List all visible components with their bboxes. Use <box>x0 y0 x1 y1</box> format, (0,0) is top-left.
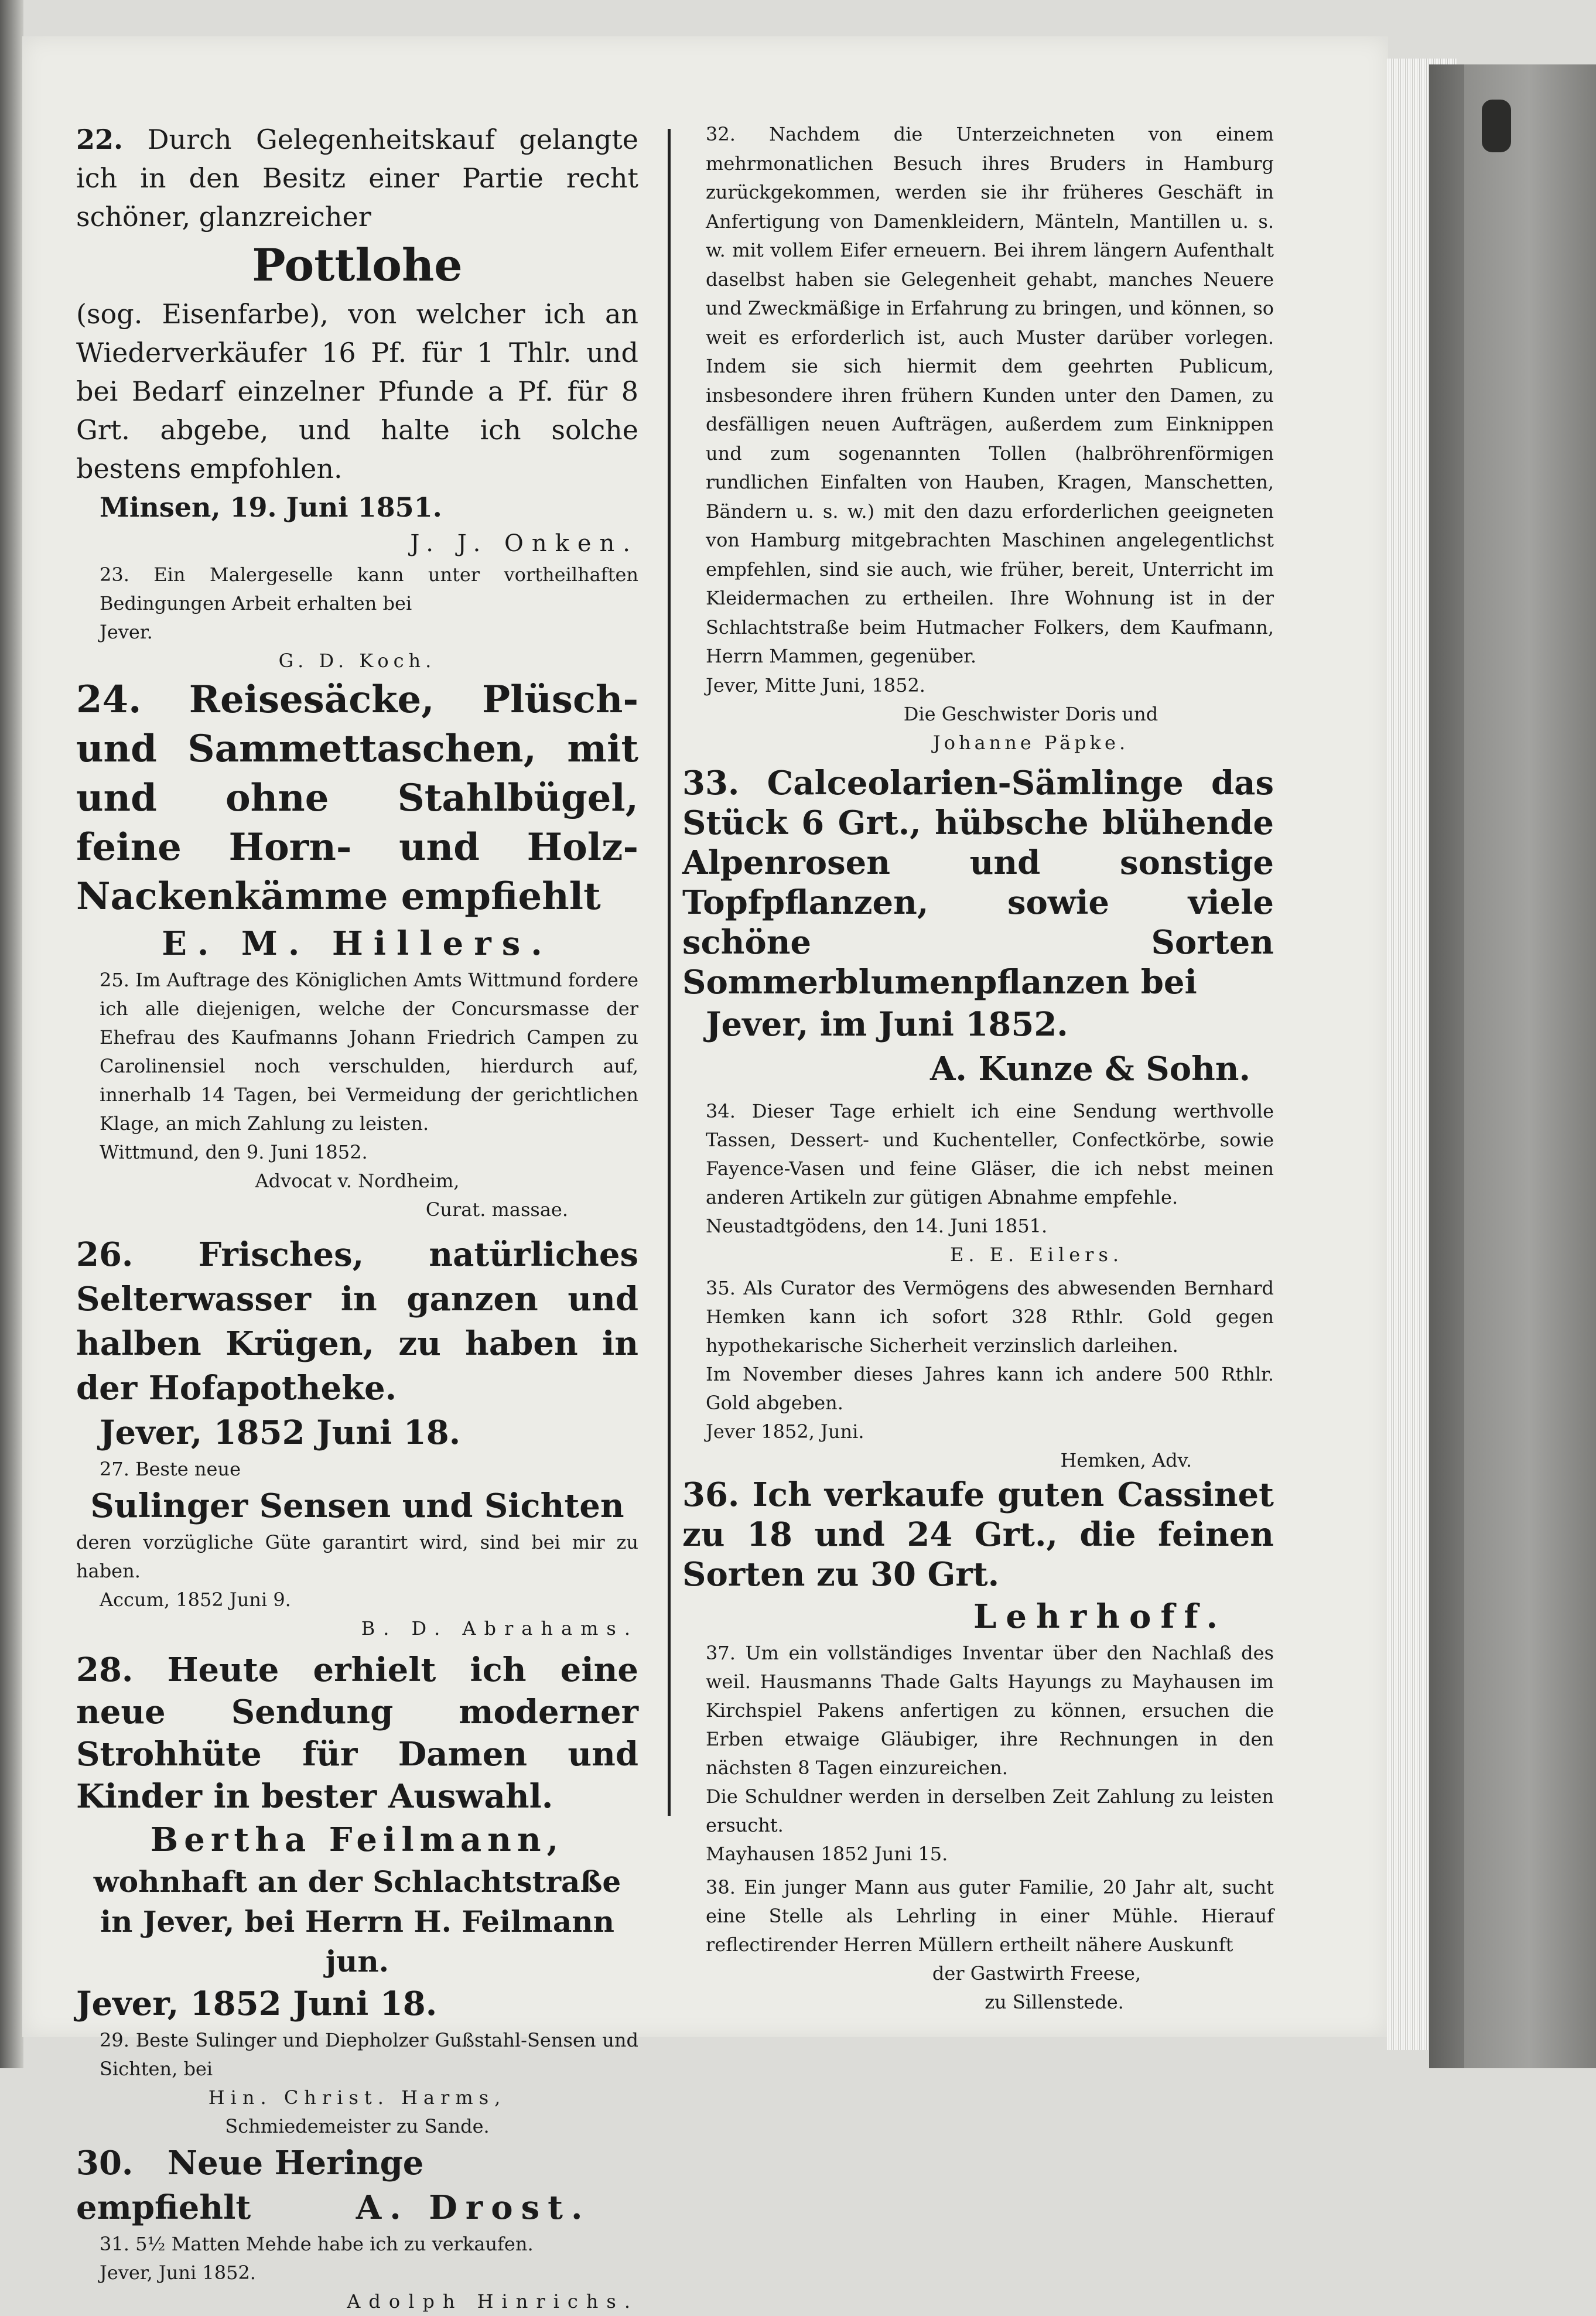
ad-signature: Bertha Feilmann, <box>150 1820 565 1859</box>
ad-30 <box>76 2141 638 2230</box>
ad-text-2: Die Schuldner werden in derselben Zeit Zahlung zu leisten ersucht. <box>706 1785 1274 1836</box>
left-column <box>76 120 638 2316</box>
ad-tail: empfiehlt <box>76 2188 251 2227</box>
ad-25 <box>76 966 638 1224</box>
ad-signature-2: Johanne Päpke. <box>932 731 1129 754</box>
ad-text: 28. Heute erhielt ich eine neue Sendung moderner Strohhüte für Damen und Kinder in bester Auswahl. <box>76 1651 638 1816</box>
clasp-icon <box>1482 100 1511 152</box>
ad-text: 29. Beste Sulinger und Diepholzer Gußstahl-Sensen und Sichten, bei <box>100 2029 638 2080</box>
ad-24 <box>76 675 638 966</box>
ad-signature-1: Die Geschwister Doris und <box>903 702 1158 725</box>
ad-place-date: Jever, Mitte Juni, 1852. <box>706 674 925 696</box>
column-divider <box>668 129 671 1816</box>
ad-signature: A. Drost. <box>356 2188 591 2227</box>
ad-place-date: Neustadtgödens, den 14. Juni 1851. <box>706 1214 1048 1237</box>
ad-place-date: Jever 1852, Juni. <box>706 1420 864 1443</box>
ad-place-date: Minsen, 19. Juni 1851. <box>100 491 442 523</box>
ad-signature-2: Schmiedemeister zu Sande. <box>225 2115 490 2137</box>
ad-text: 25. Im Auftrage des Königlichen Amts Wittmund fordere ich alle diejenigen, welche der Concursmasse der Ehefrau des Kaufmanns Johann Friedrich Campen zu Carolinensiel noch verschulden, hierdurch auf, innerhalb 14 Tagen, bei Vermeidung der gerichtlichen Klage, an mich Zahlung zu leisten. <box>100 969 638 1135</box>
ad-signature: G. D. Koch. <box>278 650 436 672</box>
ad-text: 33. Calceolarien-Sämlinge das Stück 6 Grt., hübsche blühende Alpenrosen und sonstige Topfpflanzen, sowie viele schöne Sorten Sommerblumenpflanzen bei <box>682 763 1274 1002</box>
ad-place-date: Mayhausen 1852 Juni 15. <box>706 1842 948 1865</box>
ad-address: wohnhaft an der Schlachtstraße in Jever, bei Herrn H. Feilmann jun. <box>93 1864 621 1979</box>
ad-signature-2: zu Sillenstede. <box>985 1990 1124 2013</box>
ad-text: deren vorzügliche Güte garantirt wird, sind bei mir zu haben. <box>76 1531 638 1582</box>
ad-text: 34. Dieser Tage erhielt ich eine Sendung werthvolle Tassen, Dessert- und Kuchenteller, Confectkörbe, sowie Fayence-Vasen und feine Gläser, die ich nebst meinen anderen Artikeln zur gütigen Abnahme empfehle. <box>706 1099 1274 1208</box>
ad-place-date: Jever, Juni 1852. <box>100 2262 256 2284</box>
ad-number: 30. <box>76 2144 134 2182</box>
ad-headline: Neue Heringe <box>167 2144 424 2182</box>
right-column <box>682 120 1274 2017</box>
ad-signature: Lehrhoff. <box>973 1597 1227 1636</box>
book-spine <box>0 0 23 2068</box>
ad-place-date: Jever, im Juni 1852. <box>706 1005 1068 1044</box>
ad-28 <box>76 1649 638 2026</box>
ad-intro: 27. Beste neue <box>100 1458 241 1480</box>
ad-headline: Pottlohe <box>252 239 463 291</box>
ad-text-2: Im November dieses Jahres kann ich andere 500 Rthlr. Gold abgeben. <box>706 1362 1274 1414</box>
ad-signature: E. E. Eilers. <box>949 1243 1124 1266</box>
ad-22 <box>76 120 638 561</box>
ad-signature: B. D. Abrahams. <box>361 1617 638 1639</box>
ad-text: 24. Reisesäcke, Plüsch- und Sammettaschen, mit und ohne Stahlbügel, feine Horn- und Holz-Nackenkämme empfiehlt <box>76 678 638 918</box>
ad-place-date: Wittmund, den 9. Juni 1852. <box>100 1141 368 1163</box>
ad-23 <box>76 561 638 675</box>
ad-signature-1: der Gastwirth Freese, <box>932 1962 1142 1984</box>
ad-38 <box>682 1873 1274 2017</box>
ad-place-date: Jever, 1852 Juni 18. <box>76 1984 438 2023</box>
ad-signature: J. J. Onken. <box>410 530 638 557</box>
ad-signature: Hemken, Adv. <box>1060 1449 1192 1471</box>
ad-place-date: Jever, 1852 Juni 18. <box>100 1413 461 1452</box>
ad-35 <box>682 1274 1274 1475</box>
ad-32 <box>682 120 1274 757</box>
ad-signature: A. Kunze & Sohn. <box>929 1049 1250 1088</box>
ad-signature: E. M. Hillers. <box>162 924 553 963</box>
ad-26 <box>76 1232 638 1455</box>
ad-29 <box>76 2026 638 2141</box>
ad-text: 36. Ich verkaufe guten Cassinet zu 18 und 24 Grt., die feinen Sorten zu 30 Grt. <box>682 1475 1274 1594</box>
ad-37 <box>682 1639 1274 1868</box>
ad-signature-1: Advocat v. Nordheim, <box>255 1170 460 1192</box>
ad-text: 32. Nachdem die Unterzeichneten von einem mehrmonatlichen Besuch ihres Bruders in Hamburg zurückgekommen, werden sie ihr früheres Geschäft in Anfertigung von Damenkleidern, Mänteln, Mantillen u. s. w. mit vollem Eifer erneuern. Bei ihrem längern Aufenthalt daselbst haben sie Gelegenheit gehabt, manches Neuere und Zweckmäßige in Erfahrung zu bringen, und können, so weit es erforderlich ist, auch Muster darüber vorlegen. Indem sie sich hiermit dem geehrten Publicum, insbesondere ihren frühern Kunden unter den Damen, zu desfälligen neuen Aufträgen, außerdem zum Einknippen und zum sogenannten Tollen (halbröhrenförmigen rundlichen Einfalten von Hauben, Kragen, Manschetten, Bändern u. s. w.) mit den dazu erforderlichen geeigneten von Hamburg mitgebrachten Maschinen angelegentlichst empfehlen, sind sie auch, wie früher, bereit, Unterricht im Kleidermachen zu ertheilen. Ihre Wohnung ist in der Schlachtstraße beim Hutmacher Folkers, dem Kaufmann, Herrn Mammen, gegenüber. <box>706 123 1274 667</box>
ad-signature-2: Curat. massae. <box>425 1198 568 1221</box>
ad-signature-1: Hin. Christ. Harms, <box>208 2086 507 2109</box>
ad-headline: Sulinger Sensen und Sichten <box>90 1487 624 1525</box>
ad-33 <box>682 763 1274 1091</box>
ad-text: 37. Um ein vollständiges Inventar über den Nachlaß des weil. Hausmanns Thade Galts Hayungs zu Mayhausen im Kirchspiel Pakens anfertigen zu können, ersuchen die Erben etwaige Gläubiger, ihre Rechnungen in den nächsten 8 Tagen einzureichen. <box>706 1641 1274 1779</box>
cover-shadow <box>1429 64 1464 2068</box>
ad-signature: Adolph Hinrichs. <box>347 2290 638 2312</box>
ad-place-date: Accum, 1852 Juni 9. <box>100 1589 291 1611</box>
ad-number: 22. <box>76 124 124 155</box>
ad-text: 31. 5½ Matten Mehde habe ich zu verkaufen. <box>100 2233 534 2255</box>
ad-text: Durch Gelegenheitskauf gelangte ich in den Besitz einer Partie recht schöner, glanzreicher <box>76 124 639 233</box>
ad-text: 35. Als Curator des Vermögens des abwesenden Bernhard Hemken kann ich sofort 328 Rthlr. Gold gegen hypothekarische Sicherheit verzinslich darleihen. <box>706 1276 1274 1357</box>
ad-34 <box>682 1097 1274 1269</box>
ad-text: 23. Ein Malergeselle kann unter vortheilhaften Bedingungen Arbeit erhalten bei <box>100 563 638 614</box>
ad-31 <box>76 2230 638 2316</box>
ad-body: (sog. Eisenfarbe), von welcher ich an Wiederverkäufer 16 Pf. für 1 Thlr. und bei Bedarf einzelner Pfunde a Pf. für 8 Grt. abgebe, und halte ich solche bestens empfohlen. <box>76 298 638 484</box>
ad-text: 26. Frisches, natürliches Selterwasser in ganzen und halben Krügen, zu haben in der Hofapotheke. <box>76 1235 638 1408</box>
ad-place: Jever. <box>100 621 153 643</box>
ad-27 <box>76 1455 638 1643</box>
ad-36 <box>682 1475 1274 1639</box>
ad-text: 38. Ein junger Mann aus guter Familie, 20 Jahr alt, sucht eine Stelle als Lehrling in einer Mühle. Hierauf reflectirender Herren Müllern ertheilt nähere Auskunft <box>706 1876 1274 1956</box>
